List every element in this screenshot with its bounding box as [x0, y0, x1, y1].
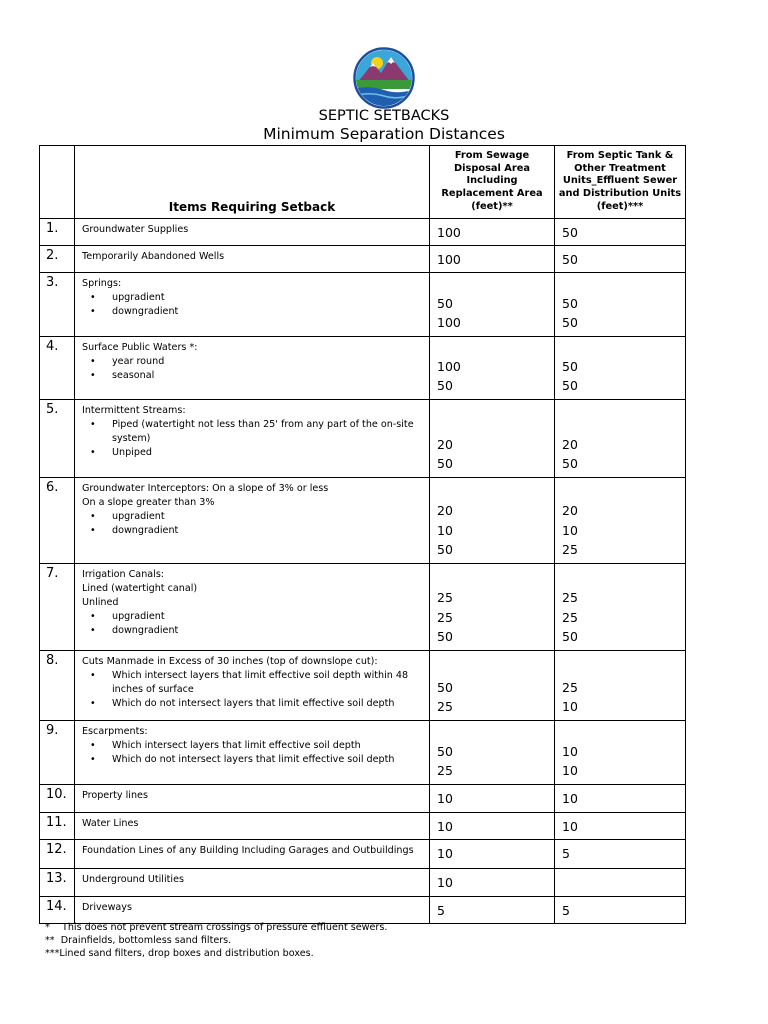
- row-title: Surface Public Waters *:: [82, 342, 198, 354]
- row-disposal-values: [430, 651, 555, 721]
- row-disposal-values: [430, 869, 555, 896]
- row-subline: On a slope greater than 3%: [82, 497, 215, 509]
- tank-value: 50: [562, 358, 578, 374]
- table-row: [40, 840, 686, 869]
- row-bullet-list: [82, 418, 429, 460]
- row-title: Driveways: [82, 901, 132, 913]
- row-tank-values: [555, 478, 686, 564]
- row-number: 9.: [40, 721, 75, 785]
- row-number: 7.: [40, 564, 75, 651]
- tank-value: 50: [562, 629, 578, 645]
- tank-value: 50: [562, 456, 578, 472]
- header-disposal: From Sewage Disposal Area Including Replacement Area (feet)**: [430, 146, 555, 219]
- table-row: [40, 273, 686, 337]
- tank-value: 50: [562, 315, 578, 331]
- row-tank-values: [555, 785, 686, 812]
- row-tank-values: [555, 651, 686, 721]
- row-tank-values: [555, 564, 686, 651]
- disposal-value: 10: [437, 818, 453, 834]
- row-description: [75, 564, 430, 651]
- disposal-value: 100: [437, 358, 461, 374]
- tank-value: 25: [562, 590, 578, 606]
- header-number-cell: [40, 146, 75, 219]
- row-title: Intermittent Streams:: [82, 405, 186, 417]
- row-title: Groundwater Interceptors: On a slope of 3% or less: [82, 483, 329, 495]
- tank-value: 10: [562, 818, 578, 834]
- row-disposal-values: [430, 896, 555, 923]
- row-subline: Lined (watertight canal): [82, 583, 198, 595]
- row-description: [75, 246, 430, 273]
- row-number: 3.: [40, 273, 75, 337]
- disposal-value: 25: [437, 590, 453, 606]
- row-description: [75, 478, 430, 564]
- tank-value: 50: [562, 224, 578, 240]
- row-bullet: • Unpiped: [90, 446, 429, 460]
- tank-value: 5: [562, 902, 570, 918]
- disposal-value: 50: [437, 456, 453, 472]
- row-bullet: • upgradient: [90, 510, 429, 524]
- row-description: [75, 812, 430, 839]
- footnote-3: ***Lined sand filters, drop boxes and distribution boxes.: [45, 947, 314, 959]
- table-row: [40, 337, 686, 400]
- table-row: [40, 721, 686, 785]
- page-subtitle: Minimum Separation Distances: [263, 125, 505, 143]
- row-description: [75, 721, 430, 785]
- row-description: [75, 273, 430, 337]
- row-bullet: • year round: [90, 355, 429, 369]
- row-bullet: • Piped (watertight not less than 25' from any part of the on-site system): [90, 418, 429, 446]
- row-tank-values: [555, 246, 686, 273]
- row-title: Property lines: [82, 790, 148, 802]
- tank-value: 10: [562, 743, 578, 759]
- row-tank-values: [555, 812, 686, 839]
- table-row: [40, 564, 686, 651]
- table-row: [40, 812, 686, 839]
- tank-value: 50: [562, 295, 578, 311]
- disposal-value: 20: [437, 503, 453, 519]
- row-disposal-values: [430, 785, 555, 812]
- row-disposal-values: [430, 721, 555, 785]
- row-title: Underground Utilities: [82, 874, 184, 886]
- disposal-value: 50: [437, 679, 453, 695]
- row-subline: Unlined: [82, 597, 119, 609]
- disposal-value: 100: [437, 224, 461, 240]
- row-bullet: • Which intersect layers that limit effective soil depth: [90, 739, 429, 753]
- disposal-value: 10: [437, 875, 453, 891]
- row-bullet-list: [82, 355, 429, 383]
- row-bullet: • downgradient: [90, 305, 429, 319]
- setback-table: [39, 145, 686, 924]
- row-disposal-values: [430, 840, 555, 869]
- row-tank-values: [555, 218, 686, 245]
- row-tank-values: [555, 869, 686, 896]
- page-title: SEPTIC SETBACKS: [318, 108, 450, 124]
- row-number: 14.: [40, 896, 75, 923]
- row-bullet-list: [82, 510, 429, 538]
- disposal-value: 50: [437, 378, 453, 394]
- row-description: [75, 337, 430, 400]
- footnotes: [45, 922, 387, 961]
- row-bullet: • upgradient: [90, 291, 429, 305]
- row-bullet: • upgradient: [90, 610, 429, 624]
- tank-value: 10: [562, 522, 578, 538]
- table-row: [40, 478, 686, 564]
- row-tank-values: [555, 896, 686, 923]
- row-bullet-list: [82, 291, 429, 319]
- table-row: [40, 246, 686, 273]
- row-disposal-values: [430, 218, 555, 245]
- row-bullet: • downgradient: [90, 624, 429, 638]
- table-row: [40, 651, 686, 721]
- row-tank-values: [555, 840, 686, 869]
- row-title: Cuts Manmade in Excess of 30 inches (top of downslope cut):: [82, 656, 378, 668]
- row-disposal-values: [430, 246, 555, 273]
- disposal-value: 20: [437, 436, 453, 452]
- disposal-value: 100: [437, 315, 461, 331]
- row-title: Temporarily Abandoned Wells: [82, 251, 225, 263]
- tank-value: 10: [562, 763, 578, 779]
- row-number: 11.: [40, 812, 75, 839]
- row-title: Escarpments:: [82, 726, 148, 738]
- row-description: [75, 896, 430, 923]
- row-tank-values: [555, 337, 686, 400]
- row-disposal-values: [430, 564, 555, 651]
- tank-value: 10: [562, 791, 578, 807]
- disposal-value: 10: [437, 791, 453, 807]
- row-disposal-values: [430, 400, 555, 478]
- footnote-1: * This does not prevent stream crossings of pressure effluent sewers.: [45, 922, 388, 933]
- row-tank-values: [555, 400, 686, 478]
- row-bullet-list: [82, 669, 429, 711]
- row-disposal-values: [430, 337, 555, 400]
- row-number: 13.: [40, 869, 75, 896]
- table-header-row: [40, 146, 686, 219]
- row-disposal-values: [430, 812, 555, 839]
- footnote-2: ** Drainfields, bottomless sand filters.: [45, 934, 232, 946]
- tank-value: 10: [562, 699, 578, 715]
- disposal-value: 5: [437, 902, 445, 918]
- row-tank-values: [555, 273, 686, 337]
- row-title: Groundwater Supplies: [82, 223, 189, 235]
- table-row: [40, 869, 686, 896]
- tank-value: 5: [562, 846, 570, 862]
- row-title: Water Lines: [82, 817, 139, 829]
- disposal-value: 50: [437, 295, 453, 311]
- row-description: [75, 651, 430, 721]
- header-tank: From Septic Tank & Other Treatment Units_Effluent Sewer and Distribution Units (feet)***: [555, 146, 686, 219]
- row-number: 12.: [40, 840, 75, 869]
- disposal-value: 25: [437, 699, 453, 715]
- header-items: Items Requiring Setback: [75, 146, 430, 219]
- row-number: 4.: [40, 337, 75, 400]
- tank-value: 50: [562, 252, 578, 268]
- row-title: Irrigation Canals:: [82, 569, 165, 581]
- row-disposal-values: [430, 478, 555, 564]
- row-number: 5.: [40, 400, 75, 478]
- row-bullet: • Which do not intersect layers that limit effective soil depth: [90, 753, 429, 767]
- table-row: [40, 218, 686, 245]
- row-bullet-list: [82, 610, 429, 638]
- tank-value: 20: [562, 436, 578, 452]
- row-bullet-list: [82, 739, 429, 767]
- mountain-logo-icon: [353, 47, 415, 109]
- tank-value: 25: [562, 542, 578, 558]
- row-bullet: • Which do not intersect layers that limit effective soil depth: [90, 697, 429, 711]
- disposal-value: 100: [437, 252, 461, 268]
- row-disposal-values: [430, 273, 555, 337]
- row-description: [75, 869, 430, 896]
- row-tank-values: [555, 721, 686, 785]
- disposal-value: 25: [437, 763, 453, 779]
- row-title: Foundation Lines of any Building Including Garages and Outbuildings: [82, 845, 414, 857]
- tank-value: 25: [562, 679, 578, 695]
- tank-value: 25: [562, 609, 578, 625]
- row-number: 8.: [40, 651, 75, 721]
- table-row: [40, 400, 686, 478]
- row-title: Springs:: [82, 278, 122, 290]
- row-description: [75, 840, 430, 869]
- row-number: 10.: [40, 785, 75, 812]
- disposal-value: 25: [437, 609, 453, 625]
- row-description: [75, 218, 430, 245]
- row-description: [75, 785, 430, 812]
- row-bullet: • Which intersect layers that limit effective soil depth within 48 inches of surface: [90, 669, 429, 697]
- disposal-value: 10: [437, 846, 453, 862]
- row-bullet: • downgradient: [90, 524, 429, 538]
- disposal-value: 10: [437, 522, 453, 538]
- table-row: [40, 896, 686, 923]
- row-description: [75, 400, 430, 478]
- row-number: 1.: [40, 218, 75, 245]
- row-bullet: • seasonal: [90, 369, 429, 383]
- row-number: 2.: [40, 246, 75, 273]
- disposal-value: 50: [437, 542, 453, 558]
- disposal-value: 50: [437, 629, 453, 645]
- table-row: [40, 785, 686, 812]
- disposal-value: 50: [437, 743, 453, 759]
- row-number: 6.: [40, 478, 75, 564]
- tank-value: 50: [562, 378, 578, 394]
- tank-value: 20: [562, 503, 578, 519]
